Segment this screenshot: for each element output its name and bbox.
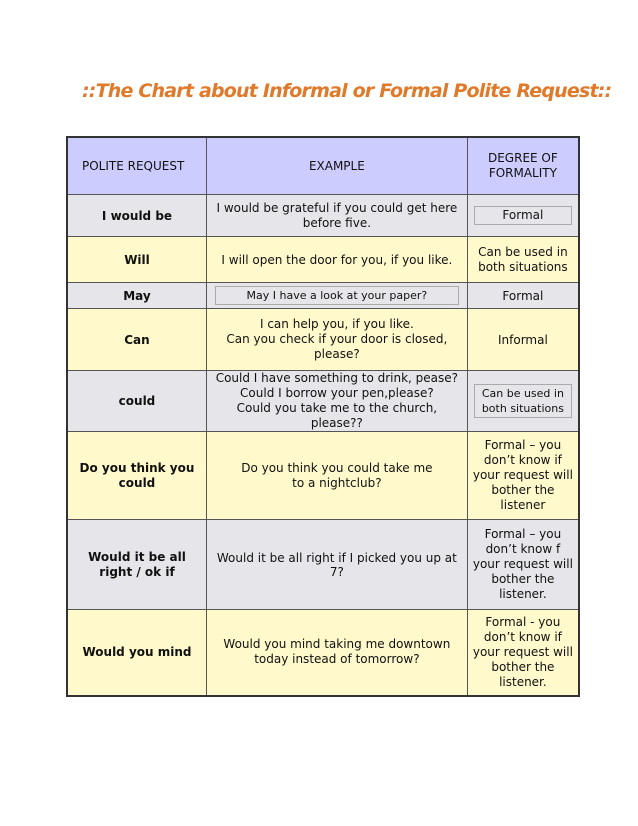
degree-cell: Formal - you don’t know if your request will bother the listener.	[467, 610, 579, 696]
example-cell: I will open the door for you, if you like.	[206, 237, 467, 283]
example-cell: I would be grateful if you could get here before five.	[206, 195, 467, 237]
request-cell: could	[67, 371, 206, 432]
degree-cell: Formal – you don’t know f your request will bother the listener.	[467, 520, 579, 610]
degree-cell: Formal – you don’t know if your request will bother the listener	[467, 432, 579, 520]
table-row	[67, 432, 579, 520]
example-cell: Would you mind taking me downtown today instead of tomorrow?	[206, 610, 467, 696]
request-cell: Can	[67, 309, 206, 371]
header-polite-request: POLITE REQUEST	[67, 137, 206, 195]
table-row	[67, 371, 579, 432]
table-row	[67, 309, 579, 371]
example-cell: Would it be all right if I picked you up at 7?	[206, 520, 467, 610]
polite-request-table	[66, 136, 580, 697]
header-degree-of-formality: DEGREE OF FORMALITY	[467, 137, 579, 195]
degree-cell: Informal	[467, 309, 579, 371]
table-row	[67, 610, 579, 696]
table-row	[67, 237, 579, 283]
request-cell: I would be	[67, 195, 206, 237]
example-cell: Do you think you could take me to a nightclub?	[206, 432, 467, 520]
degree-cell	[467, 371, 579, 432]
table-row	[67, 520, 579, 610]
example-cell	[206, 283, 467, 309]
request-cell: Do you think you could	[67, 432, 206, 520]
degree-cell: Formal	[467, 283, 579, 309]
request-cell: May	[67, 283, 206, 309]
degree-text: Can be used in both situations	[474, 384, 572, 418]
degree-cell: Can be used in both situations	[467, 237, 579, 283]
request-cell: Will	[67, 237, 206, 283]
example-cell: Could I have something to drink, pease? Could I borrow your pen,please? Could you take me to the church, please??	[206, 371, 467, 432]
example-text: May I have a look at your paper?	[215, 286, 459, 305]
page-title: ::The Chart about Informal or Formal Polite Request::	[82, 80, 612, 102]
request-cell: Would you mind	[67, 610, 206, 696]
example-cell: I can help you, if you like. Can you check if your door is closed, please?	[206, 309, 467, 371]
table-row	[67, 283, 579, 309]
degree-text: Formal	[474, 206, 572, 225]
degree-cell	[467, 195, 579, 237]
request-cell: Would it be all right / ok if	[67, 520, 206, 610]
header-example: EXAMPLE	[206, 137, 467, 195]
table-header-row	[67, 137, 579, 195]
table-row	[67, 195, 579, 237]
